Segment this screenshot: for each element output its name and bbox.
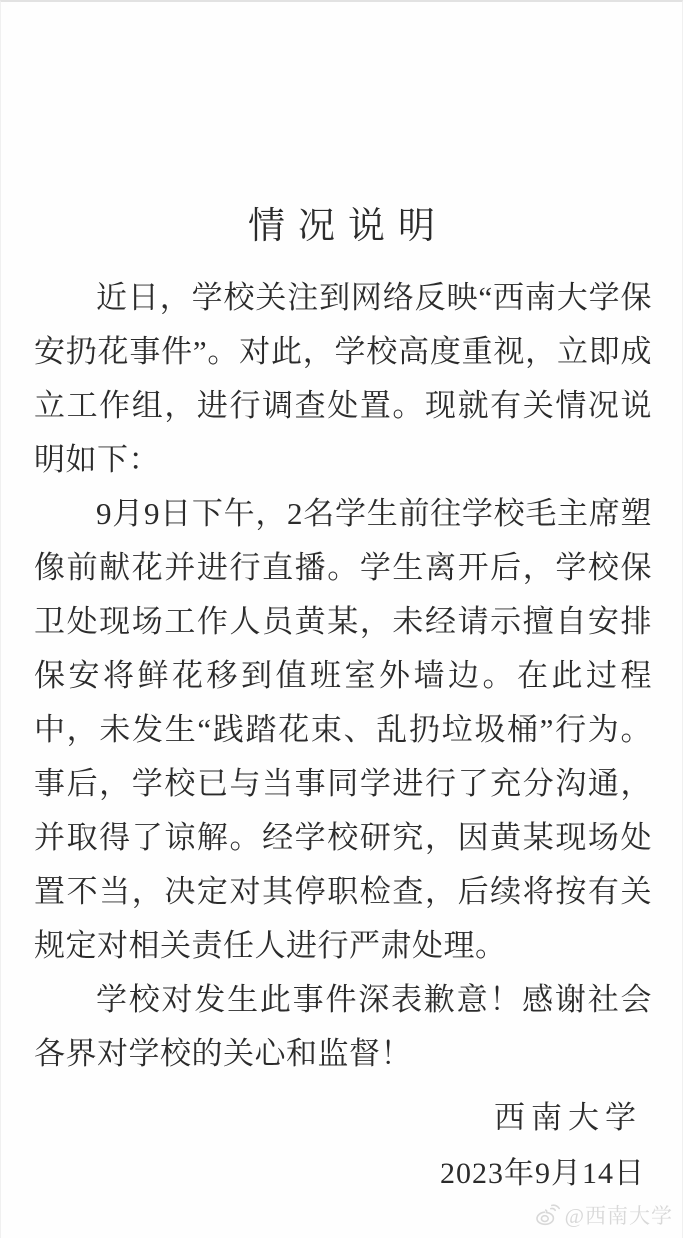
document-title: 情况说明 — [248, 206, 448, 247]
weibo-watermark-text: @西南大学 — [564, 1204, 673, 1228]
document-body — [1, 271, 682, 1081]
signature-university-name: 西南大学 — [494, 1100, 642, 1135]
weibo-watermark — [535, 1200, 673, 1230]
paragraph-apology: 学校对发生此事件深表歉意！感谢社会各界对学校的关心和监督！ — [34, 982, 652, 1071]
signature-date: 2023年9月14日 — [440, 1157, 645, 1190]
paragraph-incident-details: 9月9日下午，2名学生前往学校毛主席塑像前献花并进行直播。学生离开后，学校保卫处现场工作人员黄某，未经请示擅自安排保安将鲜花移到值班室外墙边。在此过程中，未发生“践踏花束、乱扔垃圾桶”行为。事后，学校已与当事同学进行了充分沟通，并取得了谅解。经学校研究，因黄某现场处置不当，决定对其停职检查，后续将按有关规定对相关责任人进行严肃处理。 — [34, 496, 652, 963]
paragraph-intro: 近日，学校关注到网络反映“西南大学保安扔花事件”。对此，学校高度重视，立即成立工作组，进行调查处置。现就有关情况说明如下： — [34, 280, 652, 477]
weibo-icon — [535, 1204, 561, 1226]
